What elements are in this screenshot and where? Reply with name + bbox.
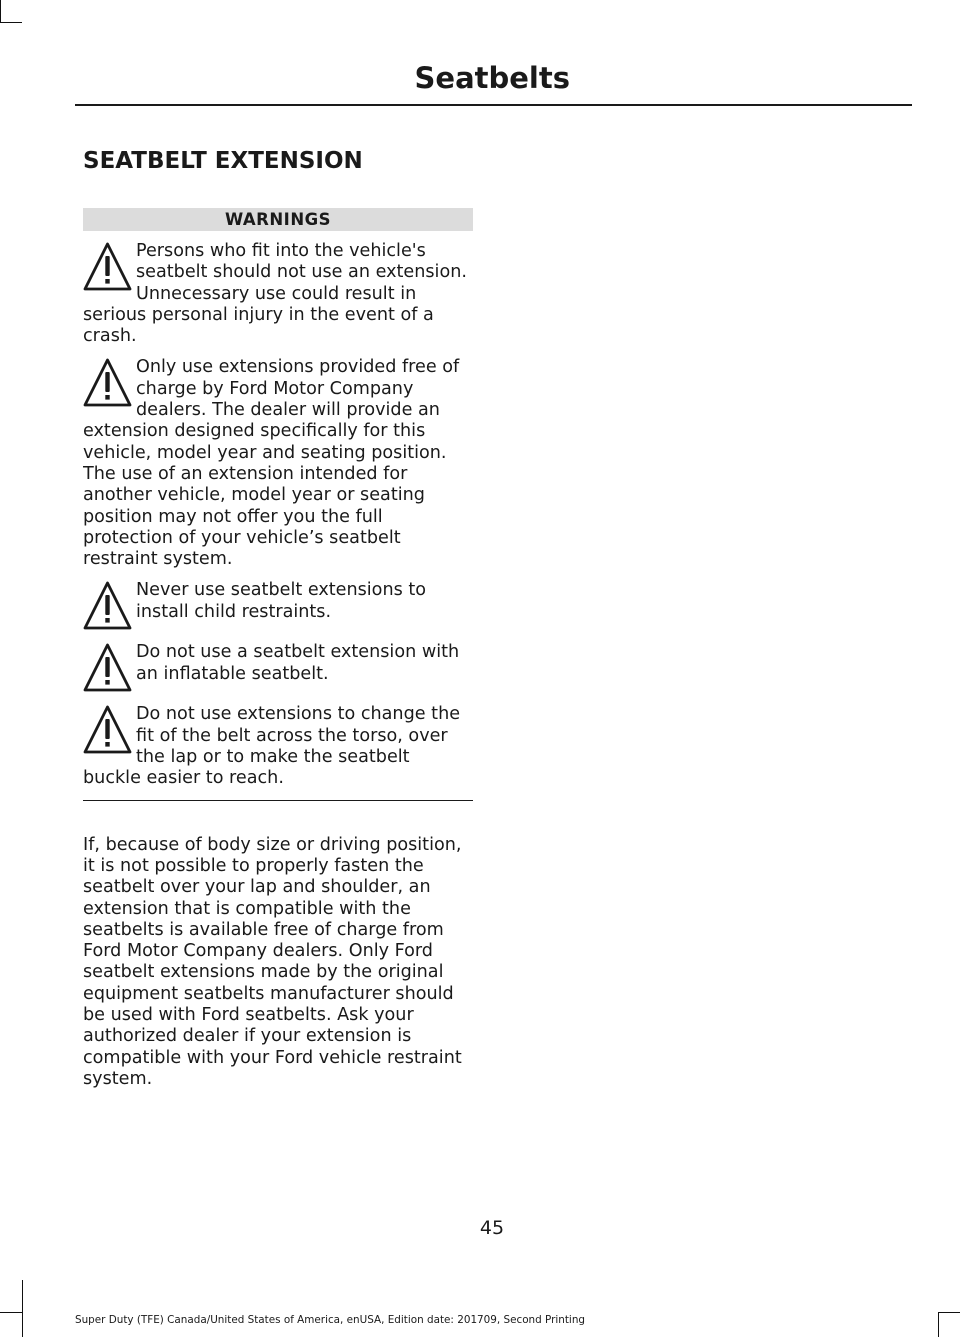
warning-text: Only use extensions provided free of charge by Ford Motor Company dealers. The dealer will provide an extension designed specifically for this vehicle, model year and seating position. The use of an extension intended for another vehicle, model year or seating position may not offer you the full protection of your vehicle’s seatbelt restraint system. — [83, 357, 460, 570]
warning-item — [83, 357, 473, 570]
body-paragraph: If, because of body size or driving position, it is not possible to properly fasten the seatbelt over your lap and shoulder, an extension that is compatible with the seatbelts is available free of charge from Ford Motor Company dealers. Only Ford seatbelt extensions made by the original equipment seatbelts manufacturer should be used with Ford seatbelts. Ask your authorized dealer if your extension is compatible with your Ford vehicle restraint system. — [83, 834, 462, 1089]
page-number: 45 — [479, 1217, 505, 1239]
crop-mark — [0, 1312, 22, 1313]
warning-triangle-icon — [83, 580, 132, 632]
warning-triangle-icon — [83, 704, 132, 756]
warning-triangle-icon — [83, 241, 132, 293]
warning-item — [83, 580, 473, 632]
edition-footer: Super Duty (TFE) Canada/United States of America, enUSA, Edition date: 201709, Second Printing — [75, 1314, 585, 1326]
crop-mark — [0, 0, 1, 22]
warning-item — [83, 642, 473, 694]
section-heading: SEATBELT EXTENSION — [83, 148, 363, 174]
warning-text: Do not use a seatbelt extension with an inflatable seatbelt. — [136, 642, 460, 684]
chapter-title: Seatbelts — [414, 61, 570, 95]
warnings-divider — [83, 800, 473, 801]
header-rule — [75, 104, 912, 106]
main-column — [83, 144, 473, 1090]
crop-mark — [22, 1280, 23, 1337]
warning-text: Do not use extensions to change the fit of the belt across the torso, over the lap or to make the seatbelt buckle easier to reach. — [83, 704, 461, 789]
warning-text: Persons who fit into the vehicle's seatbelt should not use an extension. Unnecessary use could result in serious personal injury in the event of a crash. — [83, 241, 467, 347]
crop-mark — [938, 1312, 960, 1313]
warning-text: Never use seatbelt extensions to install child restraints. — [136, 580, 427, 622]
warning-item — [83, 704, 473, 789]
warning-item — [83, 241, 473, 347]
warning-triangle-icon — [83, 357, 132, 409]
warning-triangle-icon — [83, 642, 132, 694]
warnings-header: WARNINGS — [83, 208, 473, 231]
crop-mark — [938, 1312, 939, 1337]
crop-mark — [0, 22, 22, 23]
